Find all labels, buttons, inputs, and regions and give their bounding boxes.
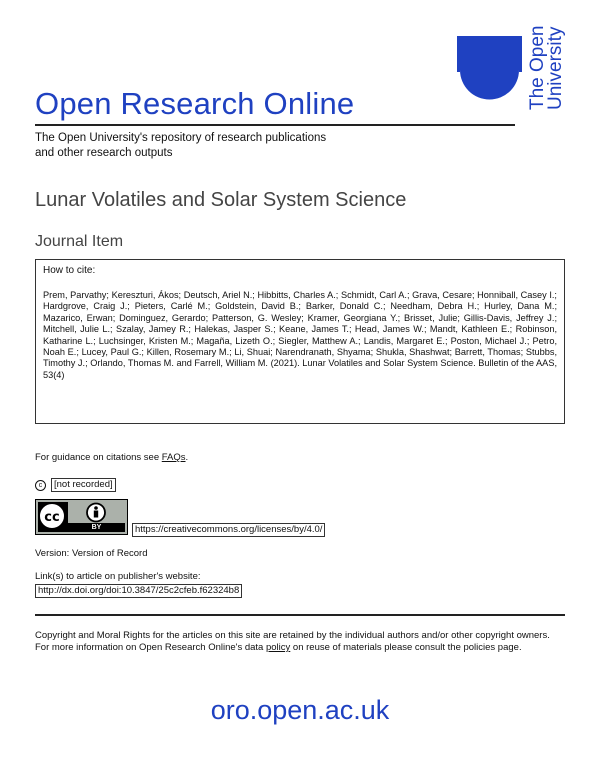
citation-text: Prem, Parvathy; Kereszturi, Ákos; Deutsch, Ariel N.; Hibbitts, Charles A.; Schmidt, Carl A.; Grava, Cesare; Honniball, Casey I.; Hardgrove, Craig J.; Pieters, Carlé M.; Goldstein, David B.; Barker, Donald C.; Needham, Debra H.; Hurley, Dana M.; Mazarico, Erwan; Dominguez, Gerardo; Patterson, G. Wesley; Kramer, Georgiana Y.; Brisset, Julie; Gillis-Davis, Jeffrey J.; Mitchell, Julie L.; Szalay, Jamey R.; Halekas, Jasper S.; Keane, James T.; Head, James W.; Mandt, Kathleen E.; Robinson, Katharine L.; Luchsinger, Kristen M.; Magaña, Lizeth O.; Siegler, Matthew A.; Landis, Margaret E.; Poston, Michael J.; Petro, Noah E.; Lucey, Paul G.; Killen, Rosemary M.; Li, Shuai; Narendranath, Shyama; Shukla, Shashwat; Barrett, Thomas; Stubbs, Timothy J.; Orlando, Thomas M. and Farrell, William M. (2021). Lunar Volatiles and Solar System Science. Bulletin of the AAS, 53(4) <box>43 290 557 380</box>
subtitle-line-2: and other research outputs <box>35 147 173 159</box>
publisher-link-label: Link(s) to article on publisher's website: <box>35 571 201 582</box>
policy-link[interactable]: policy <box>265 641 291 653</box>
subtitle-line-1: The Open University's repository of research publications <box>35 132 327 144</box>
doi-link[interactable]: http://dx.doi.org/doi:10.3847/25c2cfeb.f62324b8 <box>35 584 242 598</box>
logo-text-line-2: University <box>545 26 566 110</box>
rights-text-before: Copyright and Moral Rights for the articles on this site are retained by the individual authors and/or other copyright owners. For more information on Open Research Online's data <box>35 630 550 653</box>
copyright-icon: c <box>35 480 46 491</box>
guidance-suffix: . <box>185 452 189 463</box>
footer-site-link[interactable]: oro.open.ac.uk <box>210 695 390 725</box>
logo-shield-icon <box>457 36 522 101</box>
license-link[interactable]: https://creativecommons.org/licenses/by/4.0/ <box>132 523 325 537</box>
citation-heading: How to cite: <box>43 265 96 276</box>
cc-by-label: BY <box>91 524 102 531</box>
faqs-link[interactable]: FAQs <box>161 452 186 463</box>
item-type: Journal Item <box>35 233 124 250</box>
cc-by-badge[interactable] <box>35 499 128 535</box>
rights-divider <box>35 614 565 616</box>
version-text: Version: Version of Record <box>35 548 148 559</box>
repository-subtitle <box>35 131 326 161</box>
copyright-value: [not recorded] <box>51 478 116 492</box>
citation-box <box>35 259 565 424</box>
open-university-logo <box>457 25 567 112</box>
logo-text-line-1: The Open <box>527 25 548 110</box>
header-divider <box>35 124 515 126</box>
guidance-prefix: For guidance on citations see <box>35 452 162 463</box>
svg-text:cc: cc <box>44 510 60 525</box>
copyright-row <box>35 478 116 492</box>
rights-statement <box>35 630 565 654</box>
article-title: Lunar Volatiles and Solar System Science <box>35 189 407 211</box>
rights-text-after: on reuse of materials please consult the policies page. <box>290 641 522 653</box>
citation-guidance <box>35 452 188 463</box>
repository-title: Open Research Online <box>35 86 355 121</box>
